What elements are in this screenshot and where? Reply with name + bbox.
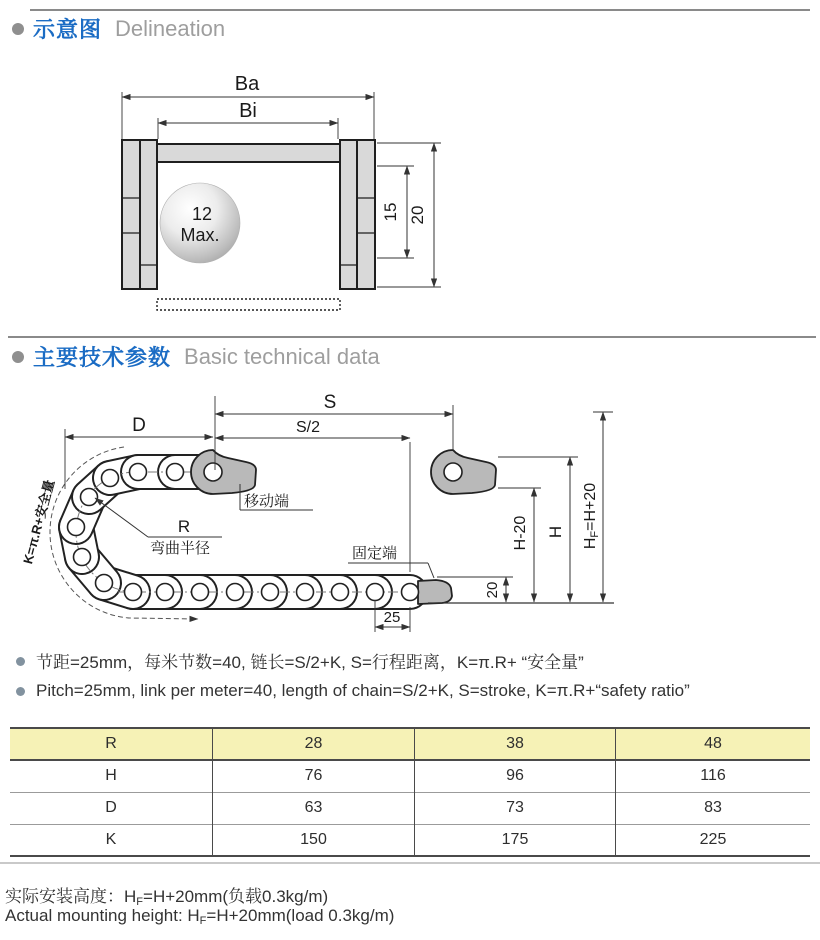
r-label: R <box>177 517 191 536</box>
table-cell: 150 <box>213 824 415 856</box>
dimension-bi <box>158 100 338 139</box>
top-rule <box>30 9 810 11</box>
footer-zh-subscript: F <box>136 896 144 908</box>
footer-en-subscript: F <box>199 915 207 927</box>
table-header-cell: 48 <box>616 728 811 760</box>
dim-label-ba: Ba <box>234 73 260 95</box>
dim-label-h20: H-20 <box>512 515 529 551</box>
dim-label-d: D <box>132 415 146 436</box>
table-row <box>10 824 810 856</box>
hf-rest: =H+20 <box>582 482 599 531</box>
section-title-zh: 示意图 <box>33 17 103 42</box>
moving-end-pin-far <box>444 463 462 481</box>
table-header-label: R <box>105 735 117 752</box>
dim-label-25: 25 <box>383 609 401 626</box>
table-header-row <box>10 728 810 760</box>
fixed-end-bracket <box>418 580 452 604</box>
footer-en-prefix: Actual mounting height: H <box>5 906 200 925</box>
delineation-diagram <box>70 68 465 328</box>
note-pitch-zh-text: 节距=25mm，每米节数=40, 链长=S/2+K, S=行程距离，K=π.R+ “安全量” <box>36 653 584 672</box>
bend-radius-callout <box>95 498 222 557</box>
row-label: K <box>105 830 117 848</box>
technical-diagram <box>20 388 625 640</box>
k-formula-label: K=π.R+安全量 <box>20 478 58 566</box>
section-header-delineation <box>12 13 225 44</box>
fixed-end-callout <box>348 545 434 578</box>
cable-sphere <box>160 183 240 263</box>
section-title-en: Delineation <box>115 15 226 41</box>
moving-end-pin <box>204 463 222 481</box>
table-row <box>10 792 810 824</box>
moving-end-bracket <box>191 450 256 494</box>
carrier-cross-section <box>122 140 375 289</box>
dimension-hf <box>582 412 613 602</box>
table-cell: 175 <box>415 824 616 856</box>
sphere-label-12: 12 <box>191 204 213 224</box>
dimension-h <box>498 457 578 602</box>
table-header-cell: 38 <box>415 728 616 760</box>
row-label: H <box>105 767 117 785</box>
note-pitch-en-text: Pitch=25mm, link per meter=40, length of chain=S/2+K, S=stroke, K=π.R+“safety ratio” <box>36 681 690 700</box>
dim-label-15: 15 <box>381 202 400 222</box>
bullet-icon <box>12 351 24 363</box>
dim-label-s-half: S/2 <box>295 419 321 436</box>
dim-label-hf <box>582 483 601 549</box>
fixed-end-label: 固定端 <box>352 545 398 562</box>
fixed-end-pin <box>402 584 419 601</box>
dim-label-h: H <box>546 525 565 539</box>
row-label: D <box>105 799 117 816</box>
sphere-label-max: Max. <box>180 225 220 245</box>
footer-zh-suffix: =H+20mm(负载0.3kg/m) <box>143 887 329 906</box>
table-header-cell: 28 <box>213 728 415 760</box>
footer-note-en <box>5 906 394 927</box>
hf-f-subscript: F <box>589 530 601 538</box>
footer-zh-prefix: 实际安装高度：H <box>5 887 137 906</box>
mounting-slot <box>157 299 340 310</box>
section-title-zh: 主要技术参数 <box>33 345 172 370</box>
table-cell: 73 <box>415 792 616 824</box>
dimension-s <box>215 392 453 470</box>
moving-end-label: 移动端 <box>244 493 290 510</box>
footer-en-suffix: =H+20mm(load 0.3kg/m) <box>206 906 395 925</box>
bullet-icon <box>16 657 25 666</box>
spec-table <box>10 727 810 857</box>
dim-label-s: S <box>323 392 337 413</box>
bend-radius-label: 弯曲半径 <box>150 540 211 557</box>
note-pitch-zh <box>16 648 584 673</box>
section-header-technical-data <box>12 341 380 372</box>
table-row <box>10 760 810 792</box>
table-cell: 116 <box>616 760 811 792</box>
table-cell: 83 <box>616 792 811 824</box>
table-cell: 63 <box>213 792 415 824</box>
bullet-icon <box>12 23 24 35</box>
footer-note-zh <box>5 882 328 908</box>
table-cell: 76 <box>213 760 415 792</box>
section2-rule <box>8 336 816 338</box>
note-pitch-en <box>16 681 690 701</box>
bullet-icon <box>16 687 25 696</box>
moving-end-bracket-far <box>431 450 496 494</box>
section-title-en: Basic technical data <box>184 343 380 369</box>
table-cell: 225 <box>616 824 811 856</box>
dim-label-20: 20 <box>484 581 501 599</box>
dimension-h20 <box>498 488 541 602</box>
table-cell: 96 <box>415 760 616 792</box>
dim-label-20: 20 <box>408 205 427 225</box>
hf-h: H <box>582 537 599 550</box>
dim-label-bi: Bi <box>239 100 257 122</box>
bottom-rule <box>0 862 820 864</box>
